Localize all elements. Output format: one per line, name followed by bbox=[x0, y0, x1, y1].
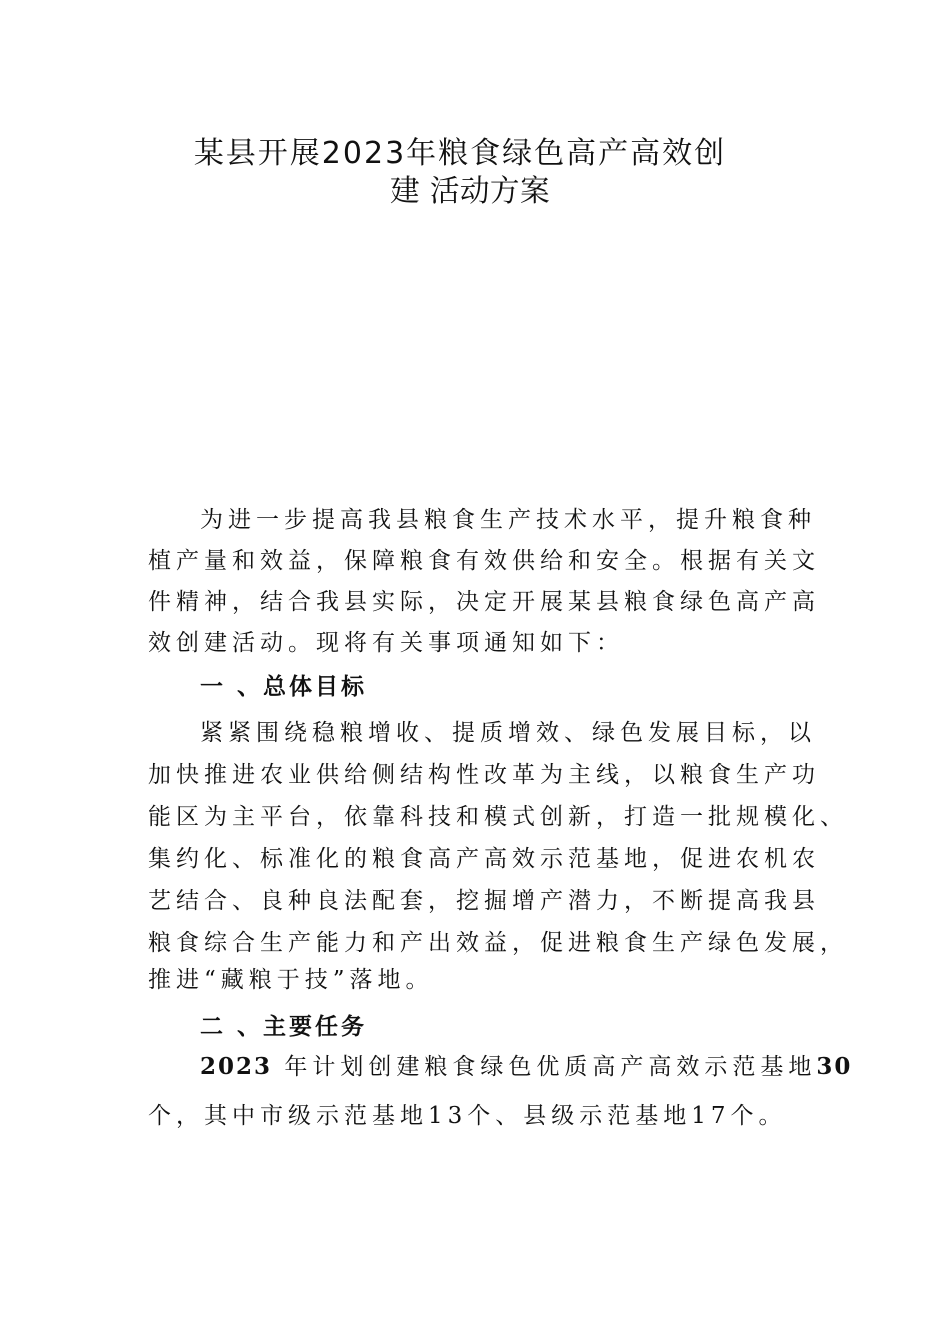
section-2-year: 2023 bbox=[200, 1053, 273, 1080]
intro-line-4: 效创建活动。现将有关事项通知如下： bbox=[148, 630, 624, 656]
intro-line-2: 植产量和效益，保障粮食有效供给和安全。根据有关文 bbox=[148, 548, 820, 574]
section-1-line-5: 艺结合、良种良法配套，挖掘增产潜力，不断提高我县 bbox=[148, 888, 820, 914]
section-2-line-2: 个，其中市级示范基地13个、县级示范基地17个。 bbox=[148, 1103, 787, 1129]
section-1-line-7: 推进“藏粮于技”落地。 bbox=[148, 967, 434, 993]
section-1-line-2: 加快推进农业供给侧结构性改革为主线，以粮食生产功 bbox=[148, 762, 820, 788]
section-2-heading: 二 、主要任务 bbox=[200, 1014, 368, 1040]
section-1-line-6: 粮食综合生产能力和产出效益，促进粮食生产绿色发展， bbox=[148, 930, 848, 956]
section-2-line-1-text: 年计划创建粮食绿色优质高产高效示范基地 bbox=[272, 1054, 817, 1080]
document-title-line-1: 某县开展2023年粮食绿色高产高效创 bbox=[193, 136, 727, 171]
section-1-heading: 一 、总体目标 bbox=[200, 674, 368, 700]
section-2-base-count: 30 bbox=[816, 1053, 853, 1080]
section-1-line-4: 集约化、标准化的粮食高产高效示范基地，促进农机农 bbox=[148, 846, 820, 872]
section-1-line-3: 能区为主平台，依靠科技和模式创新，打造一批规模化、 bbox=[148, 804, 848, 830]
section-2-line-1 bbox=[200, 1052, 852, 1082]
intro-line-3: 件精神，结合我县实际，决定开展某县粮食绿色高产高 bbox=[148, 589, 820, 615]
document-title-line-2: 建 活动方案 bbox=[389, 174, 551, 209]
section-1-line-1: 紧紧围绕稳粮增收、提质增效、绿色发展目标，以 bbox=[200, 720, 816, 746]
intro-line-1: 为进一步提高我县粮食生产技术水平，提升粮食种 bbox=[200, 507, 816, 533]
